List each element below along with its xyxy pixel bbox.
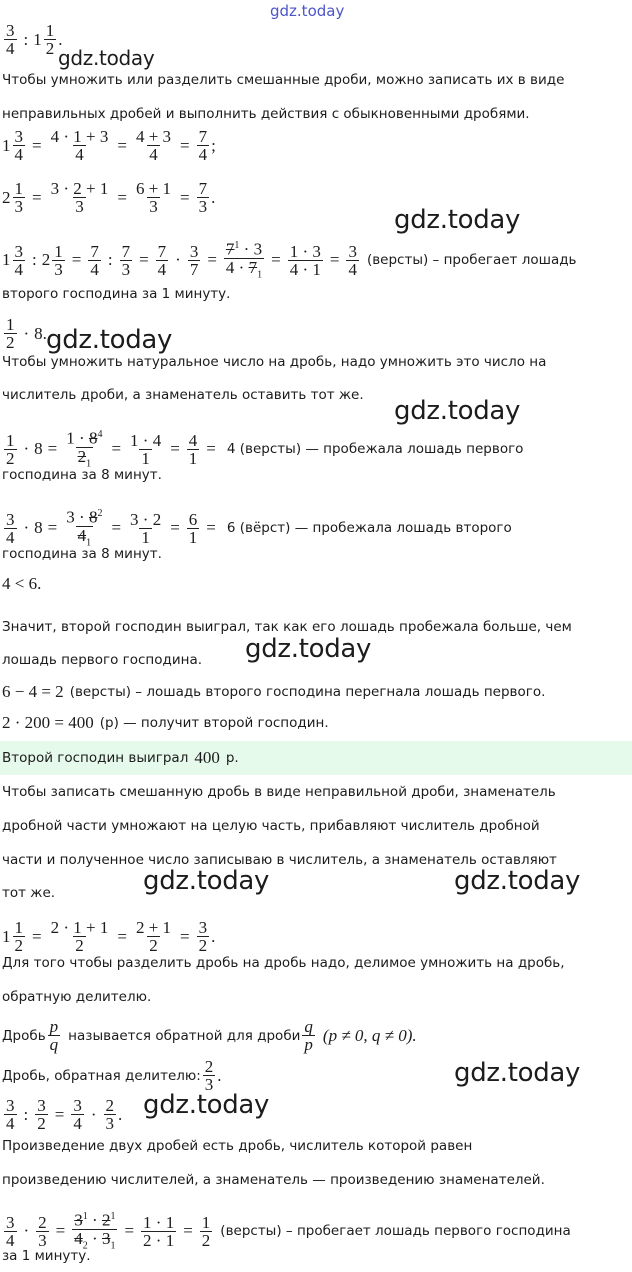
equation-4-continuation: господина за 8 минут. (2, 467, 162, 483)
rule-division-line1: Для того чтобы разделить дробь на дробь надо, делимое умножить на дробь, (2, 955, 565, 971)
rule-improper-line2: дробной части умножают на целую часть, прибавляют числитель дробной (2, 818, 540, 834)
equation-3-continuation: второго господина за 1 минуту. (2, 286, 231, 302)
problem-expression: $\frac{3}{4}$ : 1 $\frac{1}{2}$ . (6, 21, 63, 58)
reciprocal-divisor: Дробь, обратная делителю: $\frac{2}{3}$ . (2, 1057, 222, 1094)
fraction: $\frac{1}{2}$ (45, 21, 55, 58)
rule-natural-line2: числитель дроби, а знаменатель оставить тот же. (2, 387, 364, 403)
fraction: $\frac{3}{4}$ (6, 21, 15, 58)
equation-7: $\frac{3}{4}$ : $\frac{3}{2}$ = $\frac{3}{4}$ · $\frac{2}{3}$ . (6, 1096, 123, 1133)
watermark: gdz.today (394, 396, 521, 426)
reciprocal-definition: Дробь $\frac{p}{q}$ называется обратной для дроби $\frac{q}{p}$ (p ≠ 0, q ≠ 0). (2, 1017, 417, 1054)
watermark: gdz.today (245, 634, 372, 664)
equation-8-continuation: за 1 минуту. (2, 1248, 91, 1264)
watermark: gdz.today (394, 205, 521, 235)
watermark: gdz.today (46, 325, 173, 355)
conclusion-line2: лошадь первого господина. (2, 652, 203, 668)
watermark-top: gdz.today (270, 2, 345, 20)
rule-improper-line3: части и полученное число записываю в числитель, а знаменатель оставляют (2, 852, 557, 868)
rule-improper-line4: тот же. (2, 885, 56, 901)
equation-5-continuation: господина за 8 минут. (2, 546, 162, 562)
half-times-eight: $\frac{1}{2}$ · 8. (6, 315, 47, 352)
watermark: gdz.today (454, 1058, 581, 1088)
rule-improper-line1: Чтобы записать смешанную дробь в виде неправильной дроби, знаменатель (2, 784, 556, 800)
equation-2: 2 $\frac{1}{3}$ = $\frac{3 \cdot 2 + 1}{3}$ = $\frac{6 + 1}{3}$ = $\frac{7}{3}$ . (2, 179, 216, 216)
equation-3: 1 $\frac{3}{4}$ : 2 $\frac{1}{3}$ = $\frac{7}{4}$ : $\frac{7}{3}$ = $\frac{7}{4}$ · $\frac{3}{7}$ = $\frac{7^1 \cdot 3}{4 \cdot 7_1}$ = $\frac{1 \cdot 3}{4 \cdot 1}$ = $\frac{3}{4}$ (версты) – пробегает лошадь (2, 237, 630, 283)
equation-4: $\frac{1}{2}$ · 8 = $\frac{1 \cdot 8^4}{2_1}$ = $\frac{1 \cdot 4}{1}$ = $\frac{4}{1}$ = 4 (версты) — пробежала лошадь первого (2, 426, 630, 472)
rule-multiply-line1: Произведение двух дробей есть дробь, числитель которой равен (2, 1138, 473, 1154)
conclusion-line1: Значит, второй господин выиграл, так как его лошадь пробежала больше, чем (2, 619, 572, 635)
prize-line: 2 · 200 = 400 (р) — получит второй господин. (2, 713, 329, 732)
answer-line: Второй господин выиграл 400 р. (2, 748, 239, 767)
watermark: gdz.today (143, 1090, 270, 1120)
comparison: 4 < 6. (2, 574, 42, 593)
rule-natural-line1: Чтобы умножить натуральное число на дробь, надо умножить это число на (2, 354, 547, 370)
difference-line: 6 − 4 = 2 (версты) – лошадь второго господина перегнала лошадь первого. (2, 682, 546, 701)
whole-part: 1 (33, 29, 42, 49)
rule-mixed-line2: неправильных дробей и выполнить действия с обыкновенными дробями. (2, 106, 530, 122)
equation-1: 1 $\frac{3}{4}$ = $\frac{4 \cdot 1 + 3}{4}$ = $\frac{4 + 3}{4}$ = $\frac{7}{4}$ ; (2, 127, 216, 164)
rule-division-line2: обратную делителю. (2, 989, 152, 1005)
watermark: gdz.today (454, 866, 581, 896)
equation-6: 1 $\frac{1}{2}$ = $\frac{2 \cdot 1 + 1}{2}$ = $\frac{2 + 1}{2}$ = $\frac{3}{2}$ . (2, 918, 216, 955)
watermark: gdz.today (58, 46, 155, 70)
equation-5: $\frac{3}{4}$ · 8 = $\frac{3 \cdot 8^2}{4_1}$ = $\frac{3 \cdot 2}{1}$ = $\frac{6}{1}$ = 6 (вёрст) — пробежала лошадь второго (2, 505, 630, 551)
rule-multiply-line2: произведению числителей, а знаменатель — произведению знаменателей. (2, 1172, 545, 1188)
equation-8: $\frac{3}{4}$ · $\frac{2}{3}$ = $\frac{3^1 \cdot 2^1}{4_2 \cdot 3_1}$ = $\frac{1 \cdot 1}{2 \cdot 1}$ = $\frac{1}{2}$ (версты) – пробегает лошадь первого господина (2, 1208, 630, 1254)
rule-mixed-line1: Чтобы умножить или разделить смешанные дроби, можно записать их в виде (2, 72, 565, 88)
watermark: gdz.today (143, 866, 270, 896)
